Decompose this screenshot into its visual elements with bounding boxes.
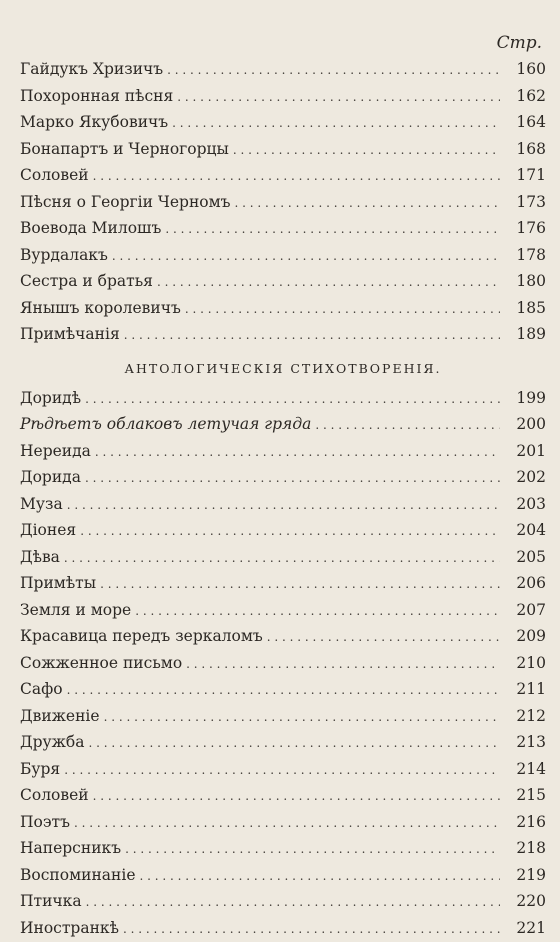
dot-leader [95, 439, 500, 466]
dot-leader [185, 296, 500, 323]
entry-page: 173 [506, 189, 546, 216]
entry-page: 199 [506, 385, 546, 412]
entry-page: 176 [506, 215, 546, 242]
entry-page: 218 [506, 835, 546, 862]
entry-page: 202 [506, 464, 546, 491]
toc-entry [20, 729, 546, 756]
toc-entry [20, 109, 546, 136]
entry-title: Птичка [20, 888, 82, 915]
entry-title: Движеніе [20, 703, 100, 730]
section-heading: АНТОЛОГИЧЕСКІЯ СТИХОТВОРЕНІЯ. [20, 348, 546, 385]
entry-page: 171 [506, 162, 546, 189]
toc-entry [20, 570, 546, 597]
dot-leader [135, 598, 500, 625]
entry-page: 219 [506, 862, 546, 889]
toc-entry [20, 189, 546, 216]
entry-title: Янышъ королевичъ [20, 295, 181, 322]
toc-entry [20, 623, 546, 650]
entry-title: Дружба [20, 729, 84, 756]
dot-leader [157, 269, 500, 296]
toc-entry [20, 385, 546, 412]
entry-title: Бонапартъ и Черногорцы [20, 136, 229, 163]
toc-entry [20, 544, 546, 571]
toc-entry [20, 650, 546, 677]
entry-page: 221 [506, 915, 546, 942]
entry-page: 178 [506, 242, 546, 269]
entry-page: 215 [506, 782, 546, 809]
dot-leader [186, 651, 500, 678]
toc-entry [20, 862, 546, 889]
entry-title: Гайдукъ Хризичъ [20, 56, 163, 83]
entry-page: 203 [506, 491, 546, 518]
entry-title: Иностранкѣ [20, 915, 119, 942]
entry-title: Буря [20, 756, 60, 783]
entry-page: 164 [506, 109, 546, 136]
dot-leader [165, 216, 500, 243]
dot-leader [64, 545, 500, 572]
dot-leader [93, 783, 500, 810]
toc-entry [20, 268, 546, 295]
entry-page: 201 [506, 438, 546, 465]
toc-entry [20, 215, 546, 242]
dot-leader [100, 571, 500, 598]
entry-title: Марко Якубовичъ [20, 109, 168, 136]
entry-page: 216 [506, 809, 546, 836]
entry-page: 211 [506, 676, 546, 703]
toc-group-2 [20, 385, 546, 942]
entry-page: 180 [506, 268, 546, 295]
toc-entry [20, 888, 546, 915]
toc-entry [20, 295, 546, 322]
dot-leader [86, 889, 500, 916]
dot-leader [112, 243, 500, 270]
entry-title: Муза [20, 491, 63, 518]
toc-entry [20, 321, 546, 348]
dot-leader [104, 704, 500, 731]
page-column-label: Стр. [20, 30, 546, 56]
entry-title: Нереида [20, 438, 91, 465]
dot-leader [172, 110, 500, 137]
entry-title: Рѣдѣетъ облаковъ летучая гряда [20, 411, 311, 438]
dot-leader [233, 137, 500, 164]
toc-entry [20, 56, 546, 83]
toc-entry [20, 136, 546, 163]
dot-leader [315, 412, 500, 439]
toc-entry [20, 162, 546, 189]
toc-entry [20, 83, 546, 110]
entry-title: Соловей [20, 162, 89, 189]
entry-title: Сафо [20, 676, 63, 703]
entry-page: 206 [506, 570, 546, 597]
dot-leader [93, 163, 500, 190]
dot-leader [140, 863, 501, 890]
entry-title: Воевода Милошъ [20, 215, 161, 242]
entry-title: Земля и море [20, 597, 131, 624]
entry-title: Соловей [20, 782, 89, 809]
entry-title: Похоронная пѣсня [20, 83, 173, 110]
dot-leader [64, 757, 500, 784]
entry-title: Наперсникъ [20, 835, 121, 862]
entry-page: 213 [506, 729, 546, 756]
entry-page: 212 [506, 703, 546, 730]
dot-leader [80, 518, 500, 545]
entry-title: Воспоминаніе [20, 862, 136, 889]
entry-page: 214 [506, 756, 546, 783]
toc-entry [20, 464, 546, 491]
entry-page: 189 [506, 321, 546, 348]
dot-leader [123, 916, 500, 942]
entry-title: Примѣчанія [20, 321, 120, 348]
entry-page: 160 [506, 56, 546, 83]
toc-entry [20, 809, 546, 836]
entry-title: Дѣва [20, 544, 60, 571]
entry-page: 205 [506, 544, 546, 571]
toc-entry [20, 438, 546, 465]
entry-title: Пѣсня о Георгіи Черномъ [20, 189, 231, 216]
dot-leader [267, 624, 500, 651]
dot-leader [67, 492, 500, 519]
toc-entry [20, 835, 546, 862]
toc-entry [20, 491, 546, 518]
toc-entry [20, 597, 546, 624]
dot-leader [88, 730, 500, 757]
dot-leader [167, 57, 500, 84]
entry-page: 207 [506, 597, 546, 624]
entry-title: Діонея [20, 517, 76, 544]
entry-page: 168 [506, 136, 546, 163]
toc-entry [20, 411, 546, 438]
dot-leader [124, 322, 500, 349]
entry-title: Дорида [20, 464, 81, 491]
toc-entry [20, 782, 546, 809]
dot-leader [235, 190, 500, 217]
entry-page: 210 [506, 650, 546, 677]
toc-entry [20, 756, 546, 783]
dot-leader [177, 84, 500, 111]
toc-entry [20, 242, 546, 269]
dot-leader [74, 810, 500, 837]
toc-entry [20, 676, 546, 703]
entry-title: Красавица передъ зеркаломъ [20, 623, 263, 650]
entry-title: Сожженное письмо [20, 650, 182, 677]
entry-title: Поэтъ [20, 809, 70, 836]
dot-leader [85, 465, 500, 492]
entry-page: 200 [506, 411, 546, 438]
entry-page: 209 [506, 623, 546, 650]
dot-leader [67, 677, 500, 704]
dot-leader [125, 836, 500, 863]
dot-leader [85, 386, 500, 413]
entry-page: 162 [506, 83, 546, 110]
entry-title: Дoридѣ [20, 385, 81, 412]
entry-page: 204 [506, 517, 546, 544]
toc-group-1 [20, 56, 546, 348]
entry-title: Сестра и братья [20, 268, 153, 295]
entry-title: Вурдалакъ [20, 242, 108, 269]
entry-page: 220 [506, 888, 546, 915]
toc-entry [20, 517, 546, 544]
entry-page: 185 [506, 295, 546, 322]
entry-title: Примѣты [20, 570, 96, 597]
toc-entry [20, 915, 546, 942]
toc-entry [20, 703, 546, 730]
